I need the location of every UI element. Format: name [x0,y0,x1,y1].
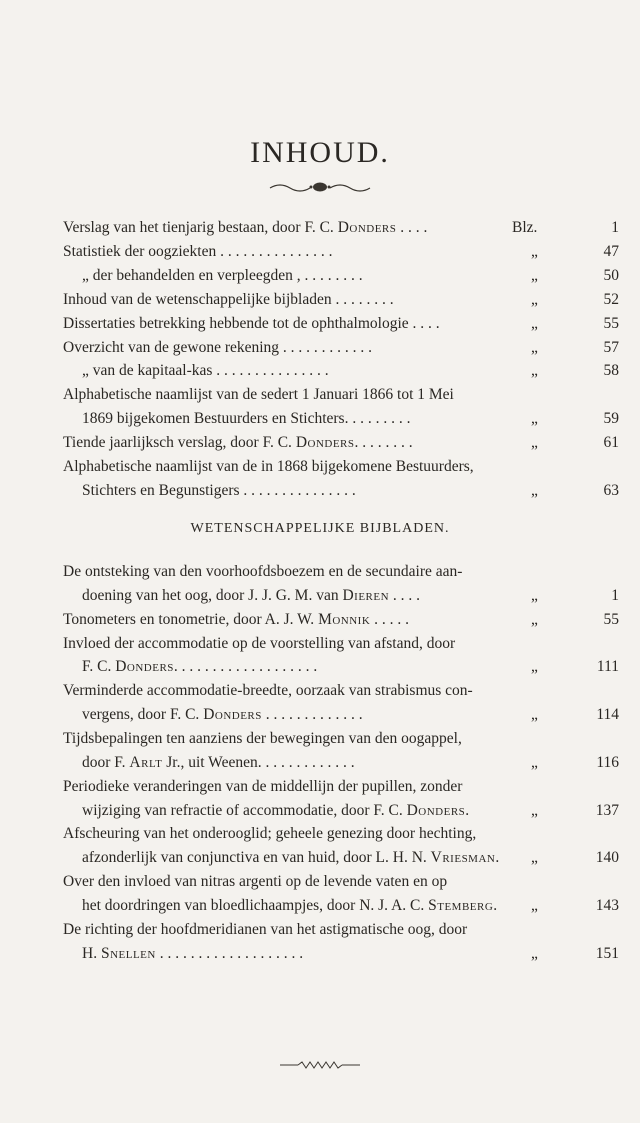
toc-entry [63,336,623,360]
entry-text: Periodieke veranderingen van de middellijn der pupillen, zonder [63,777,463,795]
toc-entry [63,727,623,751]
entry-author: Snellen [100,944,156,962]
ditto-mark: „ [531,706,538,724]
toc-entry [63,240,623,264]
entry-author: Donders [115,658,174,676]
entry-author: Arlt [129,753,163,771]
entry-text: Alphabetische naamlijst van de sedert 1 Januari 1866 tot 1 Mei [63,386,454,404]
page-number: 50 [603,266,619,284]
end-ornament [278,1060,362,1070]
ditto-mark: „ [531,658,538,676]
ditto-mark: „ [531,266,538,284]
ditto-mark: „ [531,481,538,499]
entry-author: Monnik [318,610,371,628]
toc-entry [63,942,623,966]
entry-text: „ der behandelden en verpleegden , . . . . . . . . [82,266,363,284]
entry-text: Inhoud van de wetenschappelijke bijbladen . . . . . . . . [63,290,394,308]
ditto-mark: „ [531,338,538,356]
ditto-mark: „ [531,610,538,628]
page-number: 111 [596,658,619,676]
page-number: 1 [611,219,619,236]
ditto-mark: „ [531,314,538,332]
toc-entry [63,822,623,846]
ditto-mark: „ [531,801,538,819]
toc-entry [63,703,623,727]
page-number: 57 [603,338,619,356]
entry-text: vergens, door F. C. Donders . . . . . . . . . . . . . [82,706,363,724]
page-title: INHOUD. [250,136,390,169]
toc-entry [63,751,623,775]
page-number: 55 [603,610,619,628]
page-number: 47 [603,242,619,260]
toc-entry [63,775,623,799]
ditto-mark: „ [531,242,538,260]
entry-text: Stichters en Begunstigers . . . . . . . . . . . . . . . [82,481,356,499]
page-abbrev: Blz. [512,219,538,236]
ditto-mark: „ [531,410,538,428]
toc-entry [63,383,623,407]
entry-text: door F. Arlt Jr., uit Weenen. . . . . . . . . . . . . [82,753,355,771]
entry-text: Verslag van het tienjarig bestaan, door F. C. Donders . . . . [63,219,428,236]
entry-text: Dissertaties betrekking hebbende tot de ophthalmologie . . . . [63,314,440,332]
page-number: 59 [603,410,619,428]
toc-entry [63,312,623,336]
ornament-divider [268,180,372,194]
entry-text: Afscheuring van het onderooglid; geheele genezing door hechting, [63,825,477,843]
entry-text: wijziging van refractie of accommodatie, door F. C. Donders. [82,801,470,819]
entry-text: Invloed der accommodatie op de voorstelling van afstand, door [63,634,456,652]
entry-text: Verminderde accommodatie-breedte, oorzaak van strabismus con- [63,682,473,700]
entry-author: Stemberg [428,896,494,914]
entry-text: Alphabetische naamlijst van de in 1868 bijgekomene Bestuurders, [63,458,474,475]
ditto-mark: „ [531,849,538,867]
entry-text: Tijdsbepalingen ten aanziens der bewegingen van den oogappel, [63,729,462,747]
page-number: 52 [603,290,619,308]
page-number: 140 [595,849,619,867]
entry-author: Dieren [342,586,390,604]
page-number: 58 [603,362,619,380]
ditto-mark: „ [531,434,538,452]
entry-text: Tonometers en tonometrie, door A. J. W. Monnik . . . . . [63,610,410,628]
ditto-mark: „ [531,753,538,771]
toc-entry [63,431,623,455]
ditto-mark: „ [531,586,538,604]
toc-entry [63,846,623,870]
entry-text: De richting der hoofdmeridianen van het astigmatische oog, door [63,920,468,938]
ditto-mark: „ [531,896,538,914]
toc-entry [63,584,623,608]
entry-author: Donders [337,219,397,236]
toc-entry [63,918,623,942]
page-number: 143 [595,896,619,914]
toc-entry [63,407,623,431]
entry-text: „ van de kapitaal-kas . . . . . . . . . . . . . . . [82,362,329,380]
entry-text: het doordringen van bloedlichaampjes, door N. J. A. C. Stemberg. [82,896,498,914]
page-number: 61 [603,434,619,452]
ditto-mark: „ [531,290,538,308]
toc-entry [63,655,623,679]
page-number: 63 [603,481,619,499]
entry-text: H. Snellen . . . . . . . . . . . . . . . . . . . [82,944,304,962]
toc-entry [63,608,623,632]
entry-text: De ontsteking van den voorhoofdsboezem en de secundaire aan- [63,563,463,580]
page-number: 137 [595,801,619,819]
toc-entry [63,455,623,479]
entry-text: Statistiek der oogziekten . . . . . . . . . . . . . . . [63,242,333,260]
toc-entry [63,560,623,584]
page-number: 55 [603,314,619,332]
entry-author: Donders [406,801,466,819]
entry-author: Donders [295,434,355,452]
toc-entry [63,679,623,703]
page-number: 1 [611,586,619,604]
toc-entry [63,894,623,918]
entry-text: 1869 bijgekomen Bestuurders en Stichters. . . . . . . . . [82,410,411,428]
toc-entry [63,799,623,823]
toc-entry [63,216,623,240]
entry-author: Vriesman [430,849,496,867]
toc-entry [63,870,623,894]
entry-text: afzonderlijk van conjunctiva en van huid, door L. H. N. Vriesman. [82,849,500,867]
toc-entry [63,632,623,656]
section-heading: WETENSCHAPPELIJKE BIJBLADEN. [190,521,450,536]
toc-entry [63,288,623,312]
page-number: 116 [596,753,619,771]
entry-text: Tiende jaarlijksch verslag, door F. C. Donders. . . . . . . . [63,434,413,452]
entry-author: Donders [203,706,262,724]
entry-text: Over den invloed van nitras argenti op de levende vaten en op [63,873,448,891]
toc-entry [63,479,623,503]
ditto-mark: „ [531,362,538,380]
toc-entry [63,359,623,383]
toc-entry [63,264,623,288]
entry-text: F. C. Donders. . . . . . . . . . . . . . . . . . . [82,658,318,676]
page-number: 114 [596,706,619,724]
ditto-mark: „ [531,944,538,962]
page-number: 151 [595,944,619,962]
entry-text: Overzicht van de gewone rekening . . . . . . . . . . . . [63,338,373,356]
entry-text: doening van het oog, door J. J. G. M. van Dieren . . . . [82,586,421,604]
